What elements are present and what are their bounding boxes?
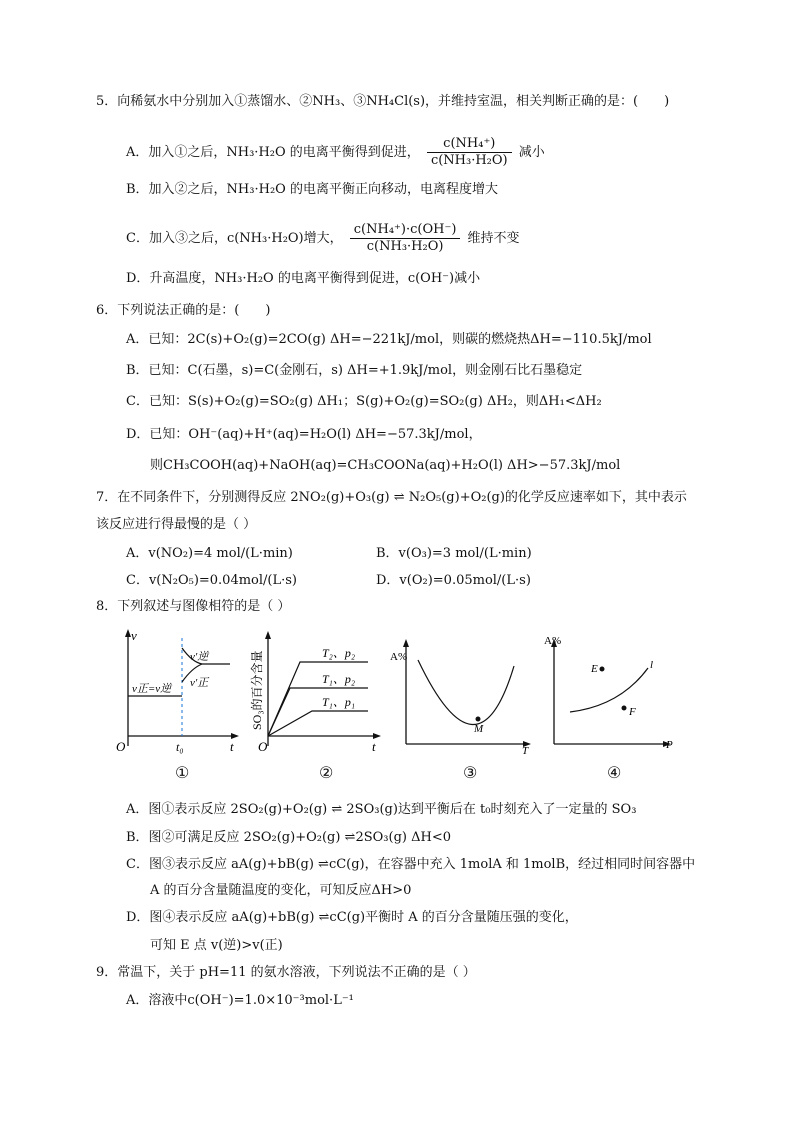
fig4-x-label: P <box>666 739 673 751</box>
fig3-y-arrow <box>403 639 409 647</box>
fig1-origin-label: O <box>116 739 126 754</box>
q7-option-a: A．v(NO₂)=4 mol/(L·min) <box>126 546 293 561</box>
fig2-curve-t1p1 <box>268 711 368 736</box>
fig2-y-arrow <box>265 631 271 639</box>
q6-stem: 6．下列说法正确的是：( ) <box>96 303 271 318</box>
fig4-point-f <box>622 706 627 711</box>
q5-option-a: A．加入①之后，NH₃·H₂O 的电离平衡得到促进， $\frac{\text{c(NH₄⁺)}}{\text{c(NH₃·H₂O)}}$ 减小 <box>126 136 545 168</box>
q8-stem: 8．下列叙述与图像相符的是（ ） <box>96 599 291 614</box>
fig3-x-label: T <box>522 745 529 756</box>
q7-option-c: C．v(N₂O₅)=0.04mol/(L·s) <box>126 573 297 588</box>
q5-option-c: C．加入③之后，c(NH₃·H₂O)增大， $\frac{\text{c(NH₄⁺)·c(OH⁻)}}{\text{c(NH₃·H₂O)}}$ 维持不变 <box>126 222 520 254</box>
fig3-m-label: M <box>474 723 484 735</box>
fig2-label-t1p2: T₁、p₂ <box>322 672 356 686</box>
fig1-v-zheng-label: v′正 <box>190 677 209 689</box>
figure-1 <box>112 626 242 756</box>
fig4-y-label: A% <box>544 636 562 647</box>
fig3-y-label: A% <box>390 651 408 663</box>
fig4-e-label: E <box>591 663 598 675</box>
figure-4 <box>540 636 680 756</box>
q8-option-a: A．图①表示反应 2SO₂(g)+O₂(g) ⇌ 2SO₃(g)达到平衡后在 t₀时刻充入了一定量的 SO₃ <box>126 802 637 817</box>
q6-option-b: B．已知：C(石墨，s)=C(金刚石，s) ΔH=+1.9kJ/mol，则金刚石比石墨稳定 <box>126 363 583 378</box>
fig4-curve-l <box>570 668 648 712</box>
q7-stem-line2: 该反应进行得最慢的是（ ） <box>96 517 257 532</box>
fig1-x-label: t <box>230 739 234 754</box>
q8-option-c-line2: A 的百分含量随温度的变化，可知反应ΔH>0 <box>150 883 412 898</box>
q8-option-b: B．图②可满足反应 2SO₂(g)+O₂(g) ⇌2SO₃(g) ΔH<0 <box>126 830 451 845</box>
fig4-caption: ④ <box>607 763 622 782</box>
q5-a-fraction: $\frac{\text{c(NH₄⁺)}}{\text{c(NH₃·H₂O)}}$ <box>427 136 512 169</box>
fig3-caption: ③ <box>463 763 478 782</box>
q7-option-d: D．v(O₂)=0.05mol/(L·s) <box>376 573 531 588</box>
q5-option-b: B．加入②之后，NH₃·H₂O 的电离平衡正向移动，电离程度增大 <box>126 182 498 197</box>
q7-option-b: B．v(O₃)=3 mol/(L·min) <box>376 546 532 561</box>
fig3-curve <box>418 660 514 725</box>
q5-option-d: D．升高温度，NH₃·H₂O 的电离平衡得到促进，c(OH⁻)减小 <box>126 271 481 286</box>
fig2-label-t2p2: T₂、p₂ <box>322 646 356 660</box>
fig2-caption: ② <box>319 763 334 782</box>
q5-stem: 5．向稀氨水中分别加入①蒸馏水、②NH₃、③NH₄Cl(s)，并维持室温，相关判断正确的是：( ) <box>96 94 670 109</box>
fig3-point-m <box>476 717 481 722</box>
q9-stem: 9．常温下，关于 pH=11 的氨水溶液，下列说法不正确的是（ ） <box>96 965 476 980</box>
fig2-label-t1p1: T₁、p₁ <box>322 695 356 709</box>
fig4-l-label: l <box>650 659 654 671</box>
fig2-y-label: SO₃的百分含量 <box>250 650 264 730</box>
q8-option-c-line1: C．图③表示反应 aA(g)+bB(g) ⇌cC(g)，在容器中充入 1molA 和 1molB，经过相同时间容器中 <box>126 857 696 872</box>
q7-stem-line1: 7．在不同条件下，分别测得反应 2NO₂(g)+O₃(g) ⇌ N₂O₅(g)+O₂(g)的化学反应速率如下，其中表示 <box>96 490 687 505</box>
fig1-eq-label: v正=v逆 <box>132 683 172 695</box>
fig1-v-ni-label: v′逆 <box>190 651 209 663</box>
fig2-x-label: t <box>372 739 376 754</box>
q8-option-d-line2: 可知 E 点 v(逆)>v(正) <box>150 938 283 953</box>
q6-option-c: C．已知：S(s)+O₂(g)=SO₂(g) ΔH₁；S(g)+O₂(g)=SO₂(g) ΔH₂，则ΔH₁<ΔH₂ <box>126 394 602 409</box>
figure-3 <box>388 636 538 756</box>
q9-option-a: A．溶液中c(OH⁻)=1.0×10⁻³mol·L⁻¹ <box>126 993 354 1008</box>
fig4-f-label: F <box>629 706 636 718</box>
q8-option-d-line1: D．图④表示反应 aA(g)+bB(g) ⇌cC(g)平衡时 A 的百分含量随压强的变化， <box>126 910 578 925</box>
fig1-y-label: v <box>131 628 137 643</box>
q6-option-d-line2: 则CH₃COOH(aq)+NaOH(aq)=CH₃COONa(aq)+H₂O(l) ΔH>−57.3kJ/mol <box>150 458 621 473</box>
figure-2 <box>244 626 384 756</box>
fig2-origin-label: O <box>258 739 268 754</box>
fig1-t0-label: t₀ <box>176 740 184 754</box>
fig1-caption: ① <box>175 763 190 782</box>
fig4-point-e <box>600 667 605 672</box>
q5-c-fraction: $\frac{\text{c(NH₄⁺)·c(OH⁻)}}{\text{c(NH₃·H₂O)}}$ <box>350 222 461 255</box>
q6-option-a: A．已知：2C(s)+O₂(g)=2CO(g) ΔH=−221kJ/mol，则碳的燃烧热ΔH=−110.5kJ/mol <box>126 332 652 347</box>
q6-option-d-line1: D．已知：OH⁻(aq)+H⁺(aq)=H₂O(l) ΔH=−57.3kJ/mol， <box>126 427 482 442</box>
